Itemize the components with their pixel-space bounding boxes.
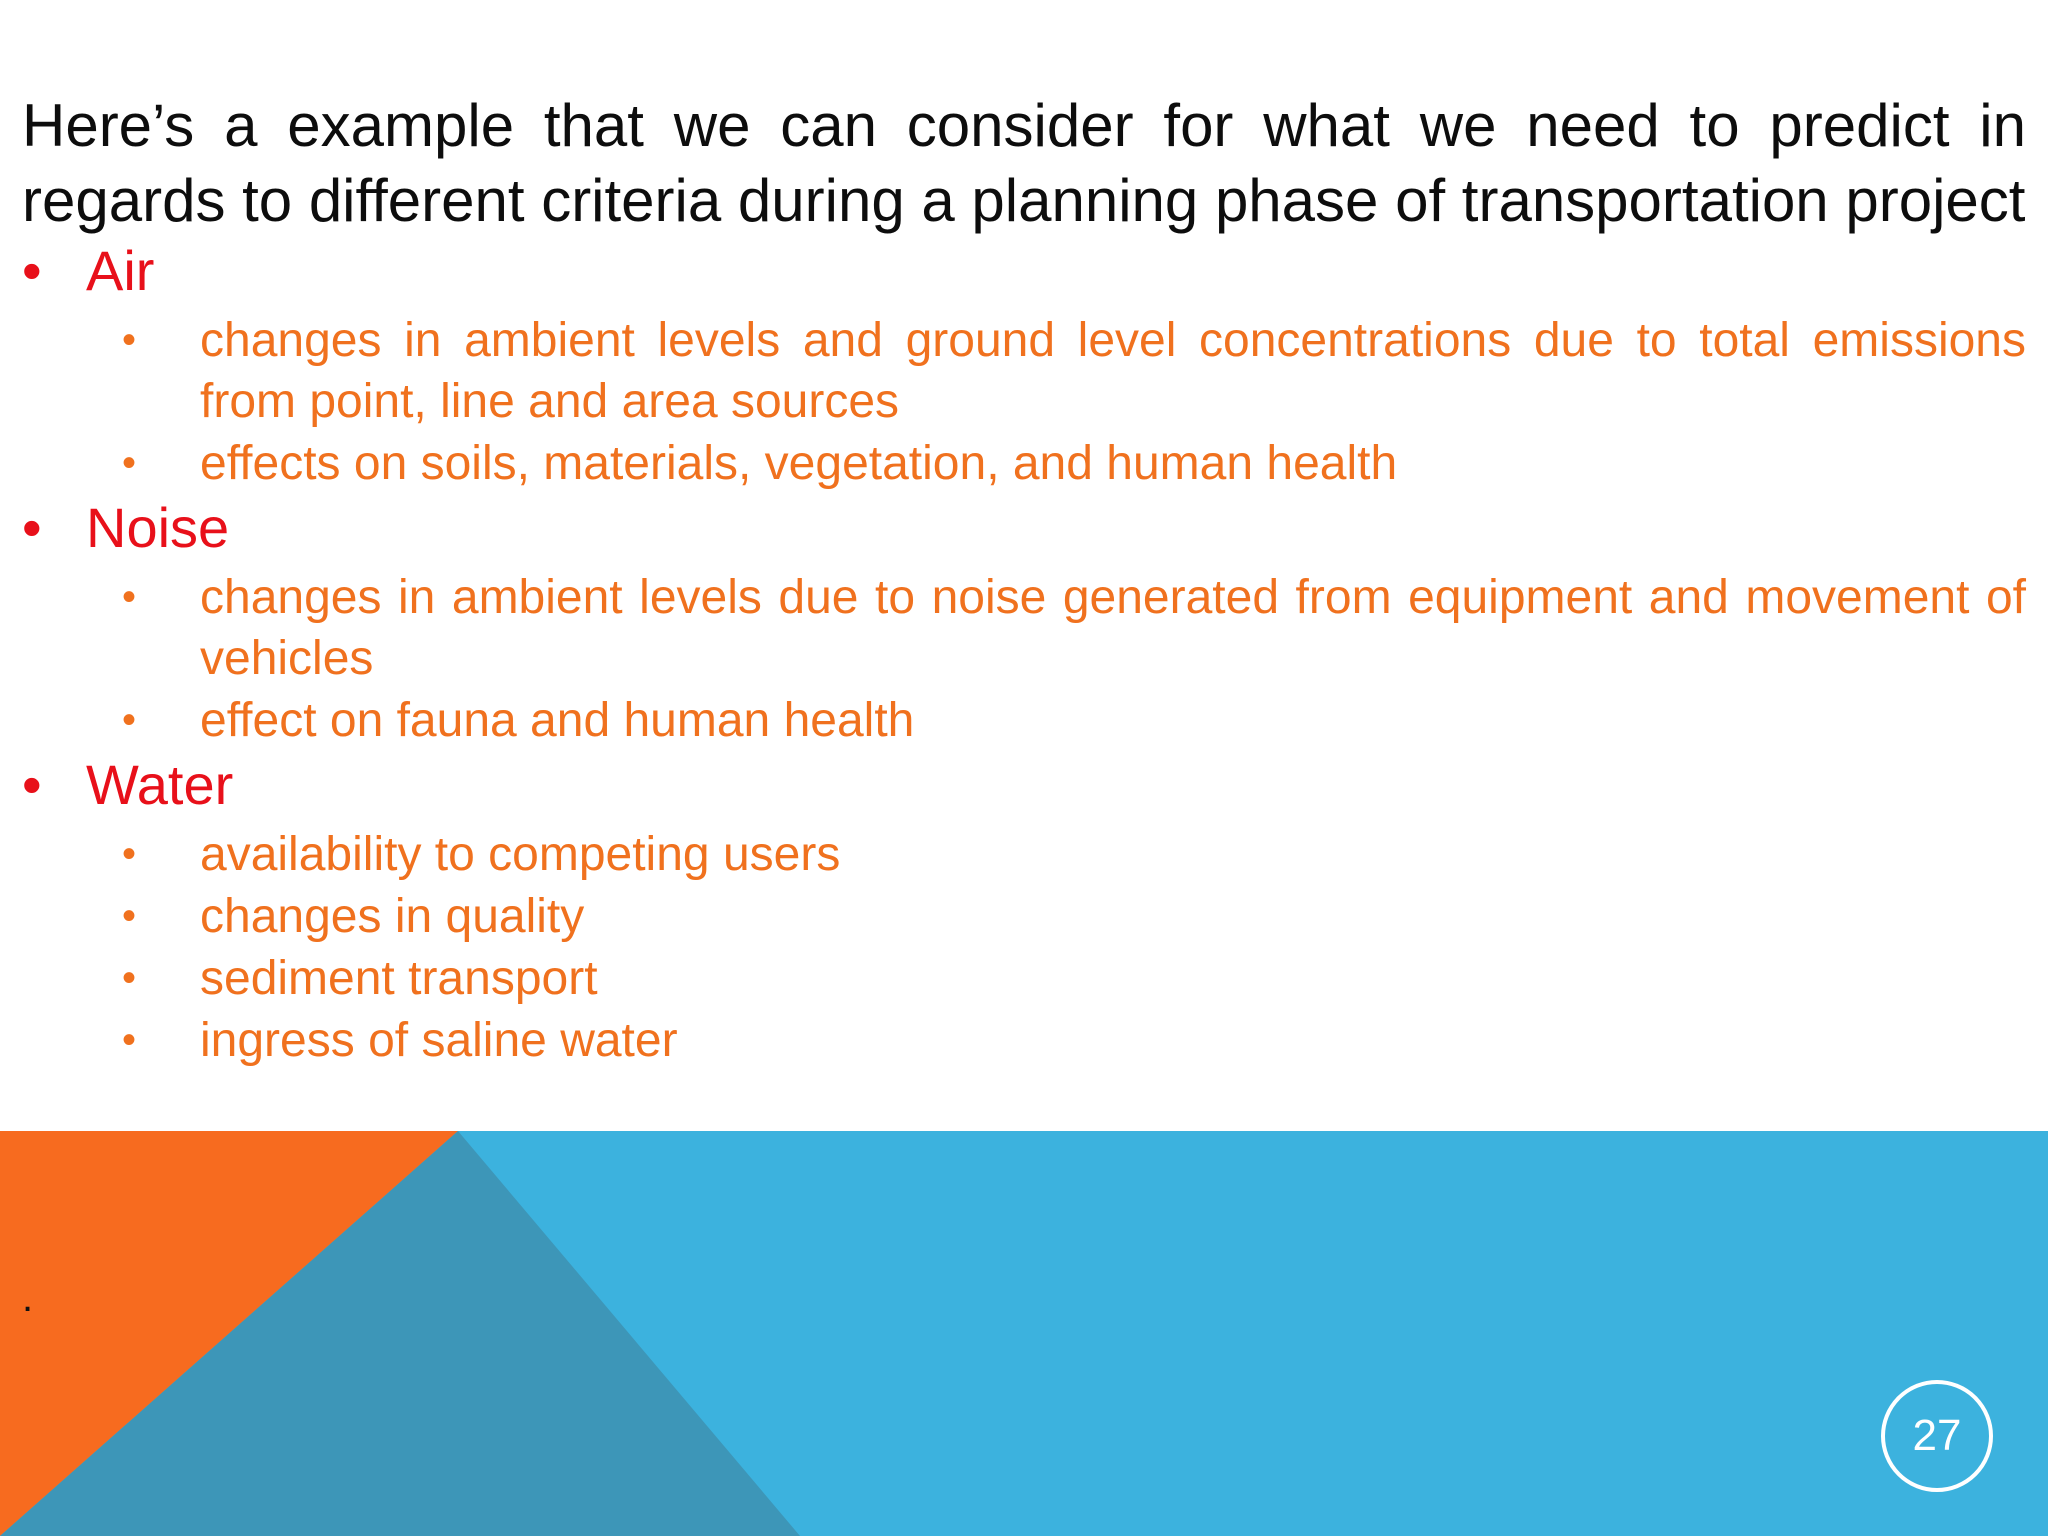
slide-content [22, 88, 2026, 1072]
intro-paragraph: Here’s a example that we can consider for what we need to predict in regards to different criteria during a planning phase of transportation project [22, 92, 2026, 234]
category-label: Noise [86, 496, 230, 559]
list-item-text: effect on fauna and human health [200, 694, 915, 747]
list-item [22, 310, 2026, 432]
bullet-icon: • [122, 894, 137, 938]
list-item [22, 886, 2026, 947]
list-item [22, 824, 2026, 885]
list-item-text: availability to competing users [200, 828, 841, 881]
list-item [22, 433, 2026, 494]
noise-items [22, 567, 2026, 751]
bullet-icon: • [122, 441, 137, 485]
footer-dot: . [22, 1276, 34, 1320]
list-item-text: ingress of saline water [200, 1014, 678, 1067]
list-item [22, 567, 2026, 689]
footer-decoration [0, 1131, 2048, 1536]
category-air [22, 238, 2026, 304]
list-item-text: changes in quality [200, 890, 585, 943]
list-item-text: sediment transport [200, 952, 598, 1005]
bullet-icon: • [122, 318, 137, 362]
bullet-icon: • [122, 575, 137, 619]
category-label: Water [86, 753, 234, 816]
bullet-icon: • [22, 239, 42, 302]
bullet-icon: • [22, 496, 42, 559]
category-water [22, 752, 2026, 818]
footer-graphic [0, 1131, 2048, 1536]
list-item [22, 1010, 2026, 1071]
air-items [22, 310, 2026, 494]
list-item-text: effects on soils, materials, vegetation, and human health [200, 437, 1398, 490]
bullet-icon: • [122, 956, 137, 1000]
page-number-badge: 27 [1881, 1380, 1993, 1492]
list-item [22, 948, 2026, 1009]
bullet-icon: • [22, 753, 42, 816]
category-noise [22, 495, 2026, 561]
list-item-text: changes in ambient levels and ground level concentrations due to total emissions from point, line and area sources [200, 314, 2026, 428]
water-items [22, 824, 2026, 1071]
bullet-icon: • [122, 698, 137, 742]
bullet-icon: • [122, 832, 137, 876]
category-label: Air [86, 239, 155, 302]
list-item-text: changes in ambient levels due to noise generated from equipment and movement of vehicles [200, 571, 2026, 685]
bullet-icon: • [122, 1018, 137, 1062]
list-item [22, 690, 2026, 751]
